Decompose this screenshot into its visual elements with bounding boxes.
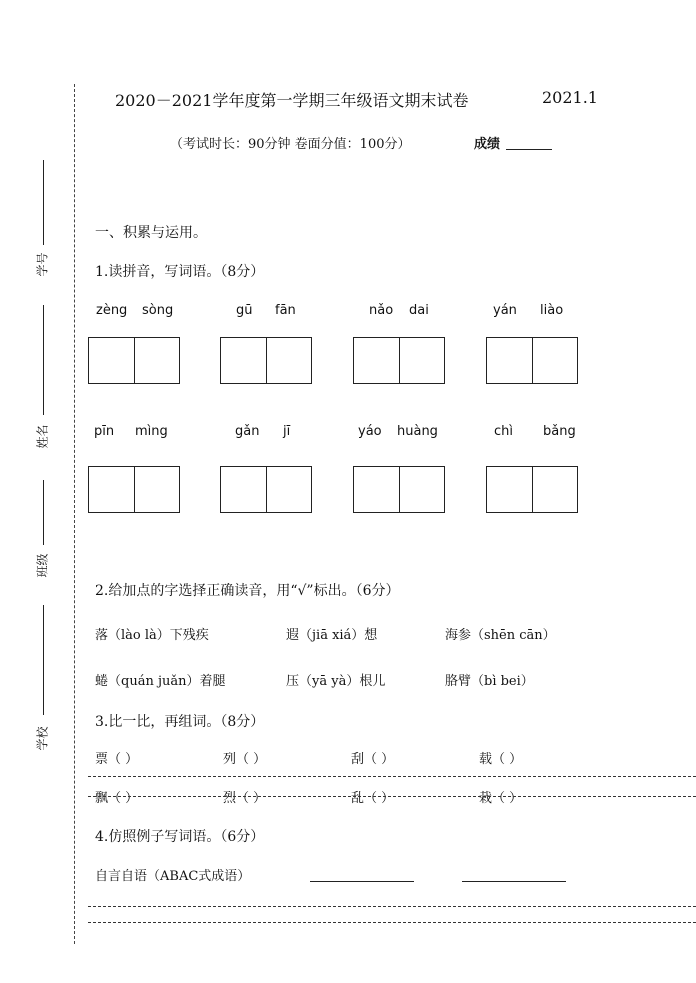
- student-id-line[interactable]: [43, 160, 44, 245]
- pinyin-syllable: sòng: [142, 303, 174, 318]
- pinyin-syllable: zèng: [96, 303, 128, 318]
- pinyin-syllable: huàng: [397, 424, 438, 439]
- word-pair-item[interactable]: 票（ ）: [95, 752, 139, 767]
- pinyin-syllable: yáo: [358, 424, 382, 439]
- pinyin-syllable: mìng: [135, 424, 168, 439]
- word-pair-item[interactable]: 飘（ ）: [95, 791, 139, 806]
- binding-line: [74, 84, 75, 944]
- pinyin-syllable: dai: [409, 303, 429, 318]
- writing-box[interactable]: [88, 466, 180, 513]
- pinyin-syllable: liào: [540, 303, 564, 318]
- answer-blank[interactable]: [310, 868, 414, 882]
- writing-box[interactable]: [220, 337, 312, 384]
- exam-title: 2020－2021学年度第一学期三年级语文期末试卷: [115, 91, 469, 110]
- word-pair-item[interactable]: 列（ ）: [223, 752, 267, 767]
- name-line[interactable]: [43, 305, 44, 415]
- q3-prompt: 3.比一比，再组词。（8分）: [95, 714, 265, 730]
- class-line[interactable]: [43, 480, 44, 545]
- pronunciation-item[interactable]: 胳臂（bì bei）: [445, 674, 534, 689]
- pronunciation-item[interactable]: 海参（shēn cān）: [445, 628, 556, 643]
- writing-box[interactable]: [88, 337, 180, 384]
- pinyin-syllable: bǎng: [543, 424, 576, 439]
- divider-dashed: [88, 776, 696, 777]
- word-pair-item[interactable]: 栽（ ）: [479, 791, 523, 806]
- writing-box[interactable]: [353, 337, 445, 384]
- school-line[interactable]: [43, 605, 44, 715]
- divider-dashed: [88, 906, 696, 907]
- pinyin-syllable: gū: [236, 303, 253, 318]
- word-pair-item[interactable]: 刮（ ）: [351, 752, 395, 767]
- pinyin-syllable: pīn: [94, 424, 115, 439]
- name-label: 姓名: [35, 424, 50, 449]
- pinyin-syllable: yán: [493, 303, 517, 318]
- divider-dashed: [88, 922, 696, 923]
- pinyin-syllable: fān: [275, 303, 296, 318]
- pronunciation-item[interactable]: 压（yā yà）根儿: [286, 674, 386, 689]
- score-label: 成绩: [474, 137, 501, 152]
- writing-box[interactable]: [353, 466, 445, 513]
- score-blank[interactable]: [506, 134, 552, 150]
- pronunciation-item[interactable]: 遐（jiā xiá）想: [286, 628, 378, 643]
- student-id-label: 学号: [35, 252, 50, 277]
- idiom-example: 自言自语（ABAC式成语）: [95, 869, 251, 884]
- pinyin-syllable: chì: [494, 424, 513, 439]
- writing-box[interactable]: [486, 466, 578, 513]
- exam-date: 2021.1: [542, 88, 598, 107]
- writing-box[interactable]: [486, 337, 578, 384]
- writing-box[interactable]: [220, 466, 312, 513]
- answer-blank[interactable]: [462, 868, 566, 882]
- q1-prompt: 1.读拼音，写词语。（8分）: [95, 264, 265, 280]
- divider-dashed: [88, 796, 696, 797]
- word-pair-item[interactable]: 烈（ ）: [223, 791, 267, 806]
- word-pair-item[interactable]: 乱（ ）: [351, 791, 395, 806]
- q2-prompt: 2.给加点的字选择正确读音，用“√”标出。（6分）: [95, 583, 400, 599]
- q4-prompt: 4.仿照例子写词语。（6分）: [95, 829, 265, 845]
- class-label: 班级: [35, 553, 50, 578]
- pinyin-syllable: gǎn: [235, 424, 260, 439]
- school-label: 学校: [35, 726, 50, 751]
- pronunciation-item[interactable]: 蜷（quán juǎn）着腿: [95, 674, 226, 689]
- exam-info: （考试时长：90分钟 卷面分值：100分）: [170, 137, 411, 152]
- pinyin-syllable: jī: [283, 424, 291, 439]
- pinyin-syllable: nǎo: [369, 303, 394, 318]
- section-heading: 一、积累与运用。: [95, 225, 207, 241]
- word-pair-item[interactable]: 载（ ）: [479, 752, 523, 767]
- pronunciation-item[interactable]: 落（lào là）下残疾: [95, 628, 209, 643]
